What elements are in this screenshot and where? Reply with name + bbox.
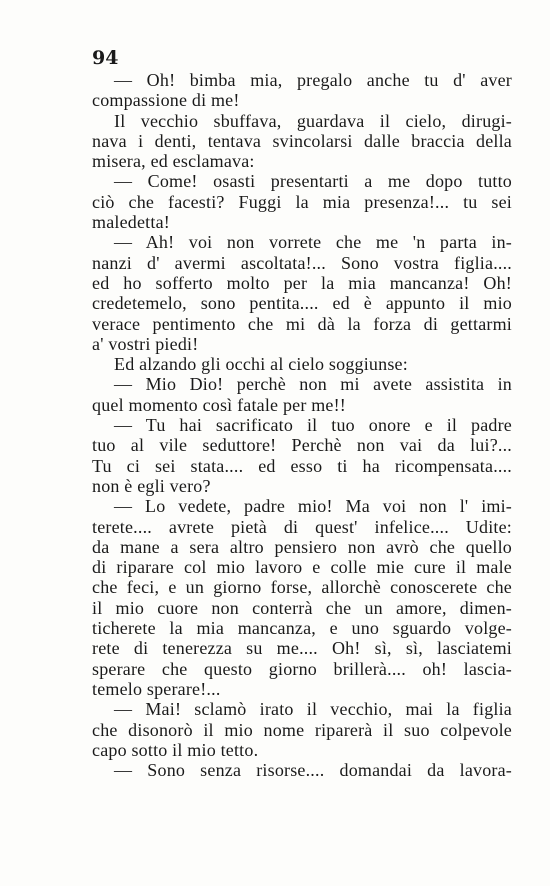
text-line: temelo sperare!... [92, 678, 221, 699]
text-line: sperare che questo giorno brillerà.... oh! lascia- [92, 658, 512, 679]
text-line: ed ho sofferto molto per la mia mancanza! Oh! [92, 272, 512, 293]
text-line: Ed alzando gli occhi al cielo soggiunse: [114, 354, 408, 375]
text-line: maledetta! [92, 212, 170, 233]
text-line: credetemelo, sono pentita.... ed è appunto il mio [92, 293, 512, 314]
text-line: — Mai! sclamò irato il vecchio, mai la figlia [114, 699, 512, 720]
text-line: — Sono senza risorse.... domandai da lavora- [114, 760, 512, 781]
text-line: — Come! osasti presentarti a me dopo tutto [114, 171, 512, 192]
text-line: nanzi d' avermi ascoltata!... Sono vostra figlia.... [92, 252, 512, 273]
text-line: terete.... avrete pietà di quest' infelice.... Udite: [92, 516, 512, 537]
text-line: capo sotto il mio tetto. [92, 739, 259, 760]
text-line: il mio cuore non conterrà che un amore, dimen- [92, 597, 512, 618]
text-line: a' vostri piedi! [92, 333, 199, 354]
text-line: — Oh! bimba mia, pregalo anche tu d' aver [114, 70, 512, 90]
text-line: ciò che facesti? Fuggi la mia presenza!... tu sei [92, 191, 512, 212]
text-line: rete di tenerezza su me.... Oh! sì, sì, lasciatemi [92, 638, 512, 659]
text-line: compassione di me! [92, 90, 240, 111]
text-line: misera, ed esclamava: [92, 151, 255, 172]
text-line: che disonorò il mio nome riparerà il suo colpevole [92, 719, 512, 740]
page-number: 94 [92, 47, 119, 69]
text-line: Tu ci sei stata.... ed esso ti ha ricompensata.... [92, 455, 512, 476]
text-line: — Ah! voi non vorrete che me 'n parta in- [114, 232, 512, 253]
text-line: Il vecchio sbuffava, guardava il cielo, dirugi- [114, 110, 512, 131]
text-line: — Mio Dio! perchè non mi avete assistita in [114, 374, 512, 395]
text-line: da mane a sera altro pensiero non avrò che quello [92, 536, 512, 557]
page-text [92, 70, 512, 780]
text-line: tuo al vile seduttore! Perchè non vai da lui?... [92, 435, 512, 456]
text-line: verace pentimento che mi dà la forza di gettarmi [92, 313, 512, 334]
text-line: di riparare col mio lavoro e colle mie cure il male [92, 557, 512, 578]
text-line: — Tu hai sacrificato il tuo onore e il padre [114, 415, 512, 436]
text-line: — Lo vedete, padre mio! Ma voi non l' imi- [114, 496, 512, 517]
text-line: quel momento così fatale per me!! [92, 394, 347, 415]
text-line: ticherete la mia mancanza, e uno sguardo volge- [92, 618, 512, 639]
text-line: che feci, e un giorno forse, allorchè conoscerete che [92, 577, 512, 598]
text-line: nava i denti, tentava svincolarsi dalle braccia della [92, 130, 512, 151]
text-line: non è egli vero? [92, 475, 211, 496]
